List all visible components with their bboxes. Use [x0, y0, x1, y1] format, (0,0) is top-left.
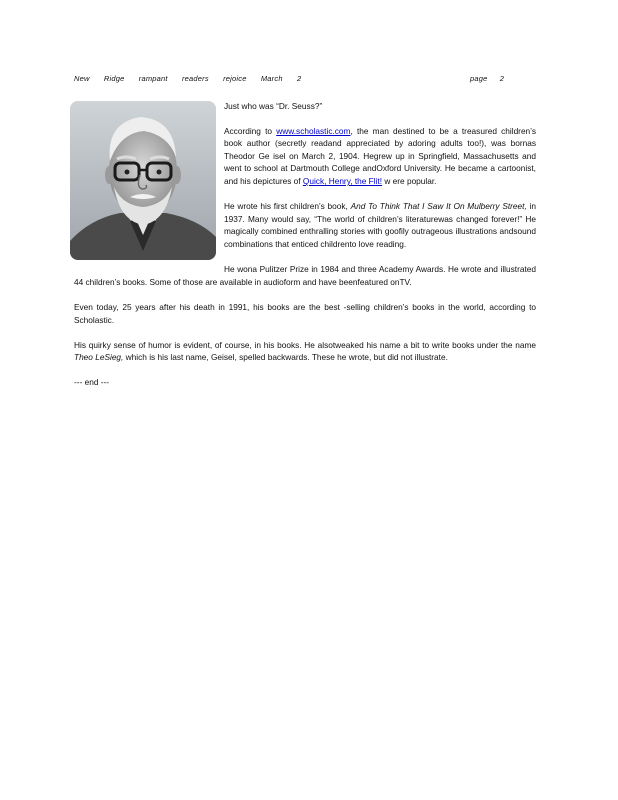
- book-title-mulberry: And To Think That I Saw It On Mulberry Street,: [350, 201, 527, 212]
- photo-float-spacer: [74, 100, 224, 266]
- article-body: [74, 100, 536, 402]
- page-number: page 2: [470, 74, 505, 83]
- p2-text-start: He wrote his first children’s book,: [224, 201, 348, 212]
- page-header: [74, 74, 534, 83]
- pseudonym-name: Theo LeSieg,: [74, 352, 124, 363]
- p5-text-end: which is his last name, Geisel, spelled backwards. These he wrote, but did not illustrate.: [125, 352, 448, 363]
- p1-text-middle: , the man destined to be a treasured children’s book author (secretly readand appreciated by adoring adults too!), was bornas Theodor Ge isel on March 2, 1904. Hegrew up in Springfield, Massachusetts and went to school at Dartmouth College andOxford University. He became a cartoonist, and his depictures of: [224, 125, 537, 186]
- quick-henry-flit-link[interactable]: Quick, Henry, the Flit!: [302, 175, 383, 186]
- header-title: New Ridge rampant readers rejoice March 2: [74, 74, 302, 83]
- scholastic-link[interactable]: www.scholastic.com: [276, 125, 351, 136]
- paragraph-legacy: Even today, 25 years after his death in 1991, his books are the best -selling children’s books in the world, according to Scholastic.: [74, 301, 536, 325]
- p1-text-end: w ere popular.: [384, 175, 437, 186]
- paragraph-pseudonym: [74, 339, 536, 364]
- p2-text-end: in 1937. Many would say, “The world of children’s literaturewas changed forever!” He magically combined enthralling stories with goofily outrageous illustrations andsound combinations that enticed childrento love reading.: [224, 201, 537, 249]
- p5-text-start: His quirky sense of humor is evident, of course, in his books. He alsotweaked his name a bit to write books under the name: [74, 339, 536, 350]
- end-marker: --- end ---: [74, 377, 110, 388]
- article-heading: Just who was “Dr. Seuss?”: [224, 101, 323, 111]
- p1-text-start: According to: [224, 125, 273, 136]
- paragraph-awards: He wona Pulitzer Prize in 1984 and three Academy Awards. He wrote and illustrated 44 children’s books. Some of those are available in audioform and have beenfeatured onTV.: [74, 264, 536, 287]
